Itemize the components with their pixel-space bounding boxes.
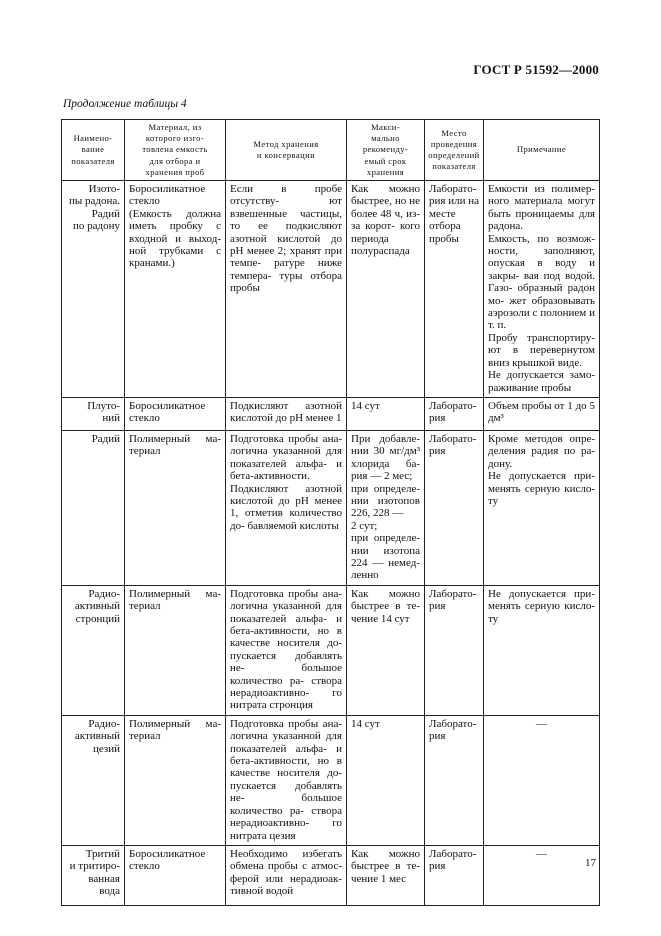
cell-material: Полимерный ма- териал: [125, 585, 226, 715]
cell-name: Радио- активный цезий: [62, 715, 125, 845]
column-header-place: Место проведения определений показателя: [425, 120, 484, 181]
cell-material: Боросиликатное стекло: [125, 397, 226, 430]
cell-method: Подготовка пробы ана- логична указанной для показателей альфа- и бета-активности, но в качестве носителя до- пускается добавлять не- большое количество ра- створа нерадиоактивно- го нитрата стронция: [226, 585, 347, 715]
cell-name: Плуто- ний: [62, 397, 125, 430]
cell-name: Радио- активный стронций: [62, 585, 125, 715]
cell-note: Объем пробы от 1 до 5 дм³: [484, 397, 600, 430]
cell-material: Полимерный ма- териал: [125, 430, 226, 585]
column-header-note: Примечание: [484, 120, 600, 181]
cell-method: Подготовка пробы ана- логична указанной для показателей альфа- и бета-активности. Подкисляют азотной кислотой до pH менее 1, отметив количество до- бавляемой кислоты: [226, 430, 347, 585]
cell-term: 14 сут: [347, 397, 425, 430]
cell-term: Как можно быстрее в те- чение 14 сут: [347, 585, 425, 715]
cell-term: Как можно быстрее в те- чение 1 мес: [347, 845, 425, 905]
table-row: [62, 845, 600, 905]
cell-material: Боросиликатное стекло (Емкость должна иметь пробку с входной и выход- ной трубками с кранами.): [125, 181, 226, 398]
table-row: [62, 181, 600, 398]
cell-note: —: [484, 715, 600, 845]
table-header-row: [62, 120, 600, 181]
cell-name: Изото- пы радона. Радий по радону: [62, 181, 125, 398]
cell-method: Подкисляют азотной кислотой до pH менее 1: [226, 397, 347, 430]
cell-note: Не допускается при- менять серную кисло- ту: [484, 585, 600, 715]
table-row: [62, 397, 600, 430]
cell-note: —: [484, 845, 600, 905]
table-row: [62, 715, 600, 845]
cell-place: Лаборато- рия: [425, 715, 484, 845]
column-header-name: Наимено- вание показателя: [62, 120, 125, 181]
column-header-term: Макси- мально рекоменду- емый срок хранения: [347, 120, 425, 181]
standard-number: ГОСТ Р 51592—2000: [473, 62, 599, 77]
cell-term: 14 сут: [347, 715, 425, 845]
cell-place: Лаборато- рия: [425, 430, 484, 585]
table-caption: Продолжение таблицы 4: [63, 98, 187, 110]
table-row: [62, 430, 600, 585]
column-header-material: Материал, из которого изго- товлена емкость для отбора и хранения проб: [125, 120, 226, 181]
cell-place: Лаборато- рия: [425, 845, 484, 905]
cell-name: Тритий и тритиро- ванная вода: [62, 845, 125, 905]
cell-place: Лаборато- рия: [425, 585, 484, 715]
page-number: 17: [585, 857, 596, 869]
storage-table: [61, 119, 600, 906]
cell-method: Необходимо избегать обмена пробы с атмос- ферой или нерадиоак- тивной водой: [226, 845, 347, 905]
cell-method: Подготовка пробы ана- логична указанной для показателей альфа- и бета-активности, но в качестве носителя до- пускается добавлять не- большое количество ра- створа нерадиоактивно- го нитрата цезия: [226, 715, 347, 845]
cell-material: Полимерный ма- териал: [125, 715, 226, 845]
cell-place: Лаборато- рия или на месте отбора пробы: [425, 181, 484, 398]
column-header-method: Метод хранения и консервации: [226, 120, 347, 181]
cell-note: Емкости из полимер- ного материала могут быть проницаемы для радона. Емкость, по возмож- ности, заполняют, опуская в воду и закры- вая под водой. Газо- образный радон мо- жет образовывать аэрозоли с полонием и т. п. Пробу транспортиру- ют в перевернутом вниз крышкой виде. Не допускается замо- раживание пробы: [484, 181, 600, 398]
cell-term: При добавле- нии 30 мг/дм³ хлорида ба- рия — 2 мес; при определе- нии изотопов 226, 228 — 2 сут; при определе- нии изотопа 224 — немед- ленно: [347, 430, 425, 585]
cell-material: Боросиликатное стекло: [125, 845, 226, 905]
cell-term: Как можно быстрее, но не более 48 ч, из-за корот- кого периода полураспада: [347, 181, 425, 398]
cell-name: Радий: [62, 430, 125, 585]
cell-method: Если в пробе отсутству- ют взвешенные частицы, то ее подкисляют азотной кислотой до pH менее 2; хранят при темпе- ратуре ниже темпера- туры отбора пробы: [226, 181, 347, 398]
cell-place: Лаборато- рия: [425, 397, 484, 430]
table-row: [62, 585, 600, 715]
cell-note: Кроме методов опре- деления радия по ра- дону. Не допускается при- менять серную кисло- ту: [484, 430, 600, 585]
